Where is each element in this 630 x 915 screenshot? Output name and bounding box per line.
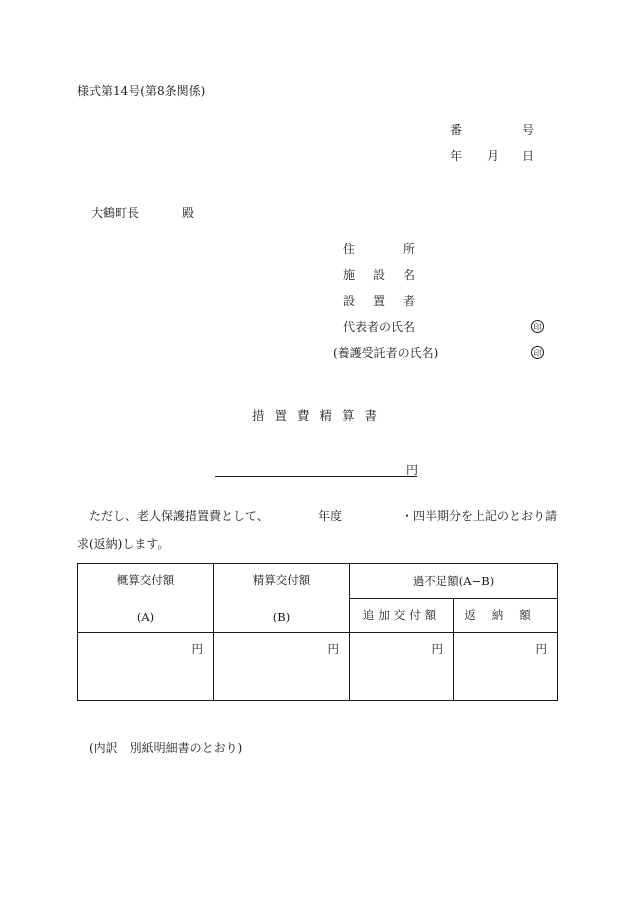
header-difference-title: 過不足額(A−B) bbox=[412, 573, 495, 588]
header-approx-code: (A) bbox=[136, 610, 155, 624]
header-final-title: 精算交付額 bbox=[252, 573, 311, 587]
yen-unit: 円 bbox=[327, 642, 339, 656]
header-refund bbox=[454, 598, 558, 633]
applicant-founder-label: 設置者 bbox=[343, 294, 415, 308]
header-difference bbox=[350, 564, 558, 599]
header-approx-amount bbox=[78, 564, 214, 633]
date-year-label: 年 bbox=[450, 149, 463, 163]
amount-field-line bbox=[215, 476, 417, 477]
reference-number-label: 番 bbox=[450, 123, 463, 137]
body-text-year-word: 年度 bbox=[318, 509, 343, 523]
addressee-name: 大鶴町長 bbox=[91, 206, 140, 220]
additional-grant-cell[interactable] bbox=[350, 633, 454, 701]
header-approx-title: 概算交付額 bbox=[116, 573, 175, 587]
applicant-guardian-label: (養護受託者の氏名) bbox=[333, 346, 439, 360]
settlement-table bbox=[77, 563, 558, 701]
amount-unit: 円 bbox=[406, 463, 419, 477]
refund-cell[interactable] bbox=[454, 633, 558, 701]
yen-unit: 円 bbox=[535, 642, 547, 656]
header-final-amount bbox=[214, 564, 350, 633]
applicant-representative-label: 代表者の氏名 bbox=[343, 320, 416, 334]
date-day-label: 日 bbox=[522, 149, 535, 163]
reference-number-suffix: 号 bbox=[522, 123, 535, 137]
final-amount-cell[interactable] bbox=[214, 633, 350, 701]
header-additional-grant bbox=[350, 598, 454, 633]
body-text-line1-suffix: ・四半期分を上記のとおり請 bbox=[401, 509, 558, 523]
form-number: 様式第14号(第8条関係) bbox=[77, 84, 206, 98]
breakdown-note: (内訳 別紙明細書のとおり) bbox=[89, 741, 243, 755]
body-text-line1-prefix: ただし、老人保護措置費として、 bbox=[89, 509, 269, 523]
header-refund-title: 返納額 bbox=[464, 608, 547, 623]
yen-unit: 円 bbox=[431, 642, 443, 656]
applicant-facility-label: 施設名 bbox=[343, 268, 415, 282]
body-text-line2: 求(返納)します。 bbox=[77, 537, 170, 551]
approx-amount-cell[interactable] bbox=[78, 633, 214, 701]
applicant-address-label: 住所 bbox=[343, 242, 415, 256]
addressee-honorific: 殿 bbox=[182, 206, 195, 220]
seal-icon: 印 bbox=[531, 320, 544, 333]
seal-icon: 印 bbox=[531, 346, 544, 359]
document-title: 措置費精算書 bbox=[252, 408, 388, 423]
yen-unit: 円 bbox=[191, 642, 203, 656]
header-final-code: (B) bbox=[272, 610, 291, 624]
date-month-label: 月 bbox=[487, 149, 500, 163]
header-additional-title: 追加交付額 bbox=[362, 608, 441, 623]
